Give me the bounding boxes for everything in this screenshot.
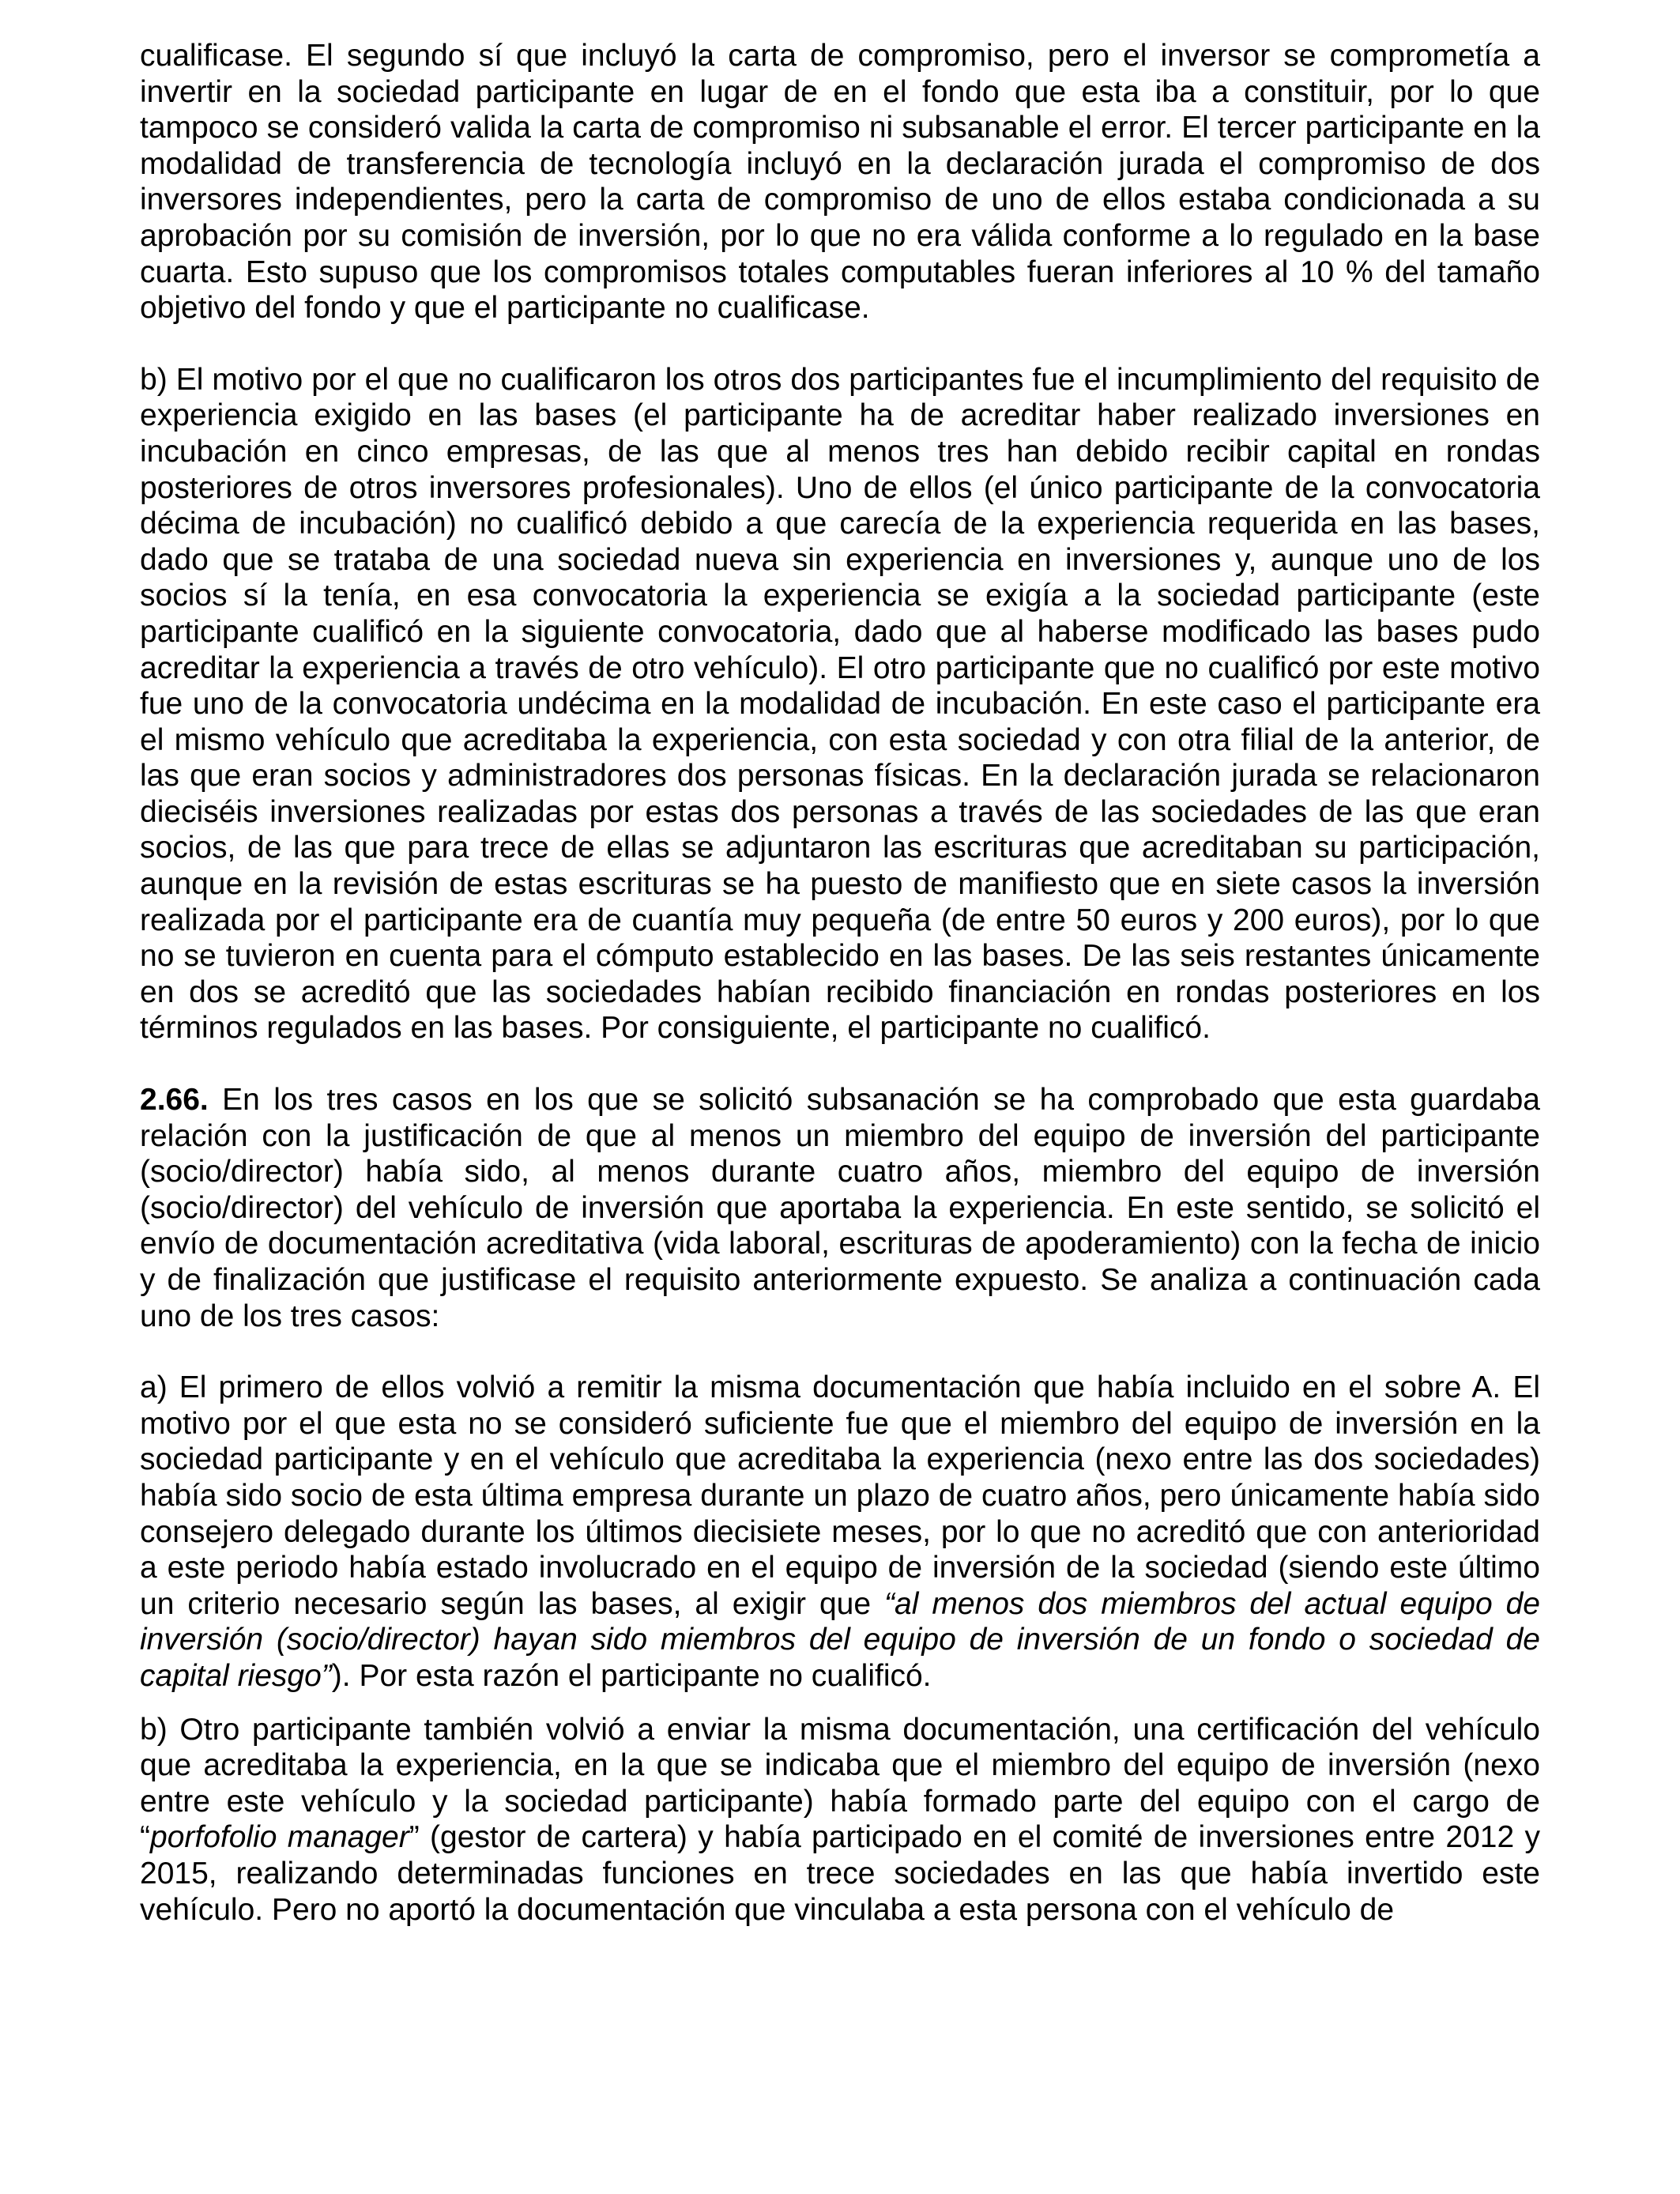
document-page bbox=[140, 38, 1540, 1928]
paragraph-b-ending: ” (gestor de cartera) y había participado en el comité de inversiones entre 2012 y 2015, realizando determinadas funciones en trece sociedades en las que había invertido este vehículo. Pero no aportó la documentación que vinculaba a esta persona con el vehículo de bbox=[140, 1820, 1540, 1927]
paragraph-number: 2.66. bbox=[140, 1083, 209, 1118]
quoted-requirement: “al menos dos miembros del actual equipo de inversión (socio/director) hayan sido miembros del equipo de inversión de un fondo o sociedad de capital riesgo” bbox=[140, 1586, 1540, 1693]
paragraph-2-66 bbox=[140, 1082, 1540, 1334]
paragraph-b-text: b) Otro participante también volvió a enviar la misma documentación, una certificación del vehículo que acreditaba la experiencia, en la que se indicaba que el miembro del equipo de inversión (nexo entre este vehículo y la sociedad participante) había formado parte del equipo con el cargo de “ bbox=[140, 1712, 1540, 1855]
paragraph-b-second-case bbox=[140, 1712, 1540, 1928]
paragraph-2-66-text: En los tres casos en los que se solicitó subsanación se ha comprobado que esta guardaba relación con la justificación de que al menos un miembro del equipo de inversión del participante (socio/director) había sido, al menos durante cuatro años, miembro del equipo de inversión (socio/director) del vehículo de inversión que aportaba la experiencia. En este sentido, se solicitó el envío de documentación acreditativa (vida laboral, escrituras de apoderamiento) con la fecha de inicio y de finalización que justificase el requisito anteriormente expuesto. Se analiza a continuación cada uno de los tres casos: bbox=[140, 1083, 1540, 1333]
paragraph-continuation: cualificase. El segundo sí que incluyó la carta de compromiso, pero el inversor se comprometía a invertir en la sociedad participante en lugar de en el fondo que esta iba a constituir, por lo que tampoco se consideró valida la carta de compromiso ni subsanable el error. El tercer participante en la modalidad de transferencia de tecnología incluyó en la declaración jurada el compromiso de dos inversores independientes, pero la carta de compromiso de uno de ellos estaba condicionada a su aprobación por su comisión de inversión, por lo que no era válida conforme a lo regulado en la base cuarta. Esto supuso que los compromisos totales computables fueran inferiores al 10 % del tamaño objetivo del fondo y que el participante no cualificase. bbox=[140, 39, 1540, 326]
italic-term: porfofolio manager bbox=[150, 1820, 409, 1855]
paragraph-b-experience: b) El motivo por el que no cualificaron los otros dos participantes fue el incumplimiento del requisito de experiencia exigido en las bases (el participante ha de acreditar haber realizado inversiones en incubación en cinco empresas, de las que al menos tres han debido recibir capital en rondas posteriores de otros inversores profesionales). Uno de ellos (el único participante de la convocatoria décima de incubación) no cualificó debido a que carecía de la experiencia requerida en las bases, dado que se trataba de una sociedad nueva sin experiencia en inversiones y, aunque uno de los socios sí la tenía, en esa convocatoria la experiencia se exigía a la sociedad participante (este participante cualificó en la siguiente convocatoria, dado que al haberse modificado las bases pudo acreditar la experiencia a través de otro vehículo). El otro participante que no cualificó por este motivo fue uno de la convocatoria undécima en la modalidad de incubación. En este caso el participante era el mismo vehículo que acreditaba la experiencia, con esta sociedad y con otra filial de la anterior, de las que eran socios y administradores dos personas físicas. En la declaración jurada se relacionaron dieciséis inversiones realizadas por estas dos personas a través de las sociedades de las que eran socios, de las que para trece de ellas se adjuntaron las escrituras que acreditaban su participación, aunque en la revisión de estas escrituras se ha puesto de manifiesto que en siete casos la inversión realizada por el participante era de cuantía muy pequeña (de entre 50 euros y 200 euros), por lo que no se tuvieron en cuenta para el cómputo establecido en las bases. De las seis restantes únicamente en dos se acreditó que las sociedades habían recibido financiación en rondas posteriores en los términos regulados en las bases. Por consiguiente, el participante no cualificó. bbox=[140, 362, 1540, 1046]
paragraph-a-ending: ). Por esta razón el participante no cualificó. bbox=[331, 1658, 932, 1693]
paragraph-a-text: a) El primero de ellos volvió a remitir la misma documentación que había incluido en el sobre A. El motivo por el que esta no se consideró suficiente fue que el miembro del equipo de inversión en la sociedad participante y en el vehículo que acreditaba la experiencia (nexo entre las dos sociedades) había sido socio de esta última empresa durante un plazo de cuatro años, pero únicamente había sido consejero delegado durante los últimos diecisiete meses, por lo que no acreditó que con anterioridad a este periodo había estado involucrado en el equipo de inversión de la sociedad (siendo este último un criterio necesario según las bases, al exigir que bbox=[140, 1370, 1540, 1621]
paragraph-a-first-case bbox=[140, 1370, 1540, 1694]
